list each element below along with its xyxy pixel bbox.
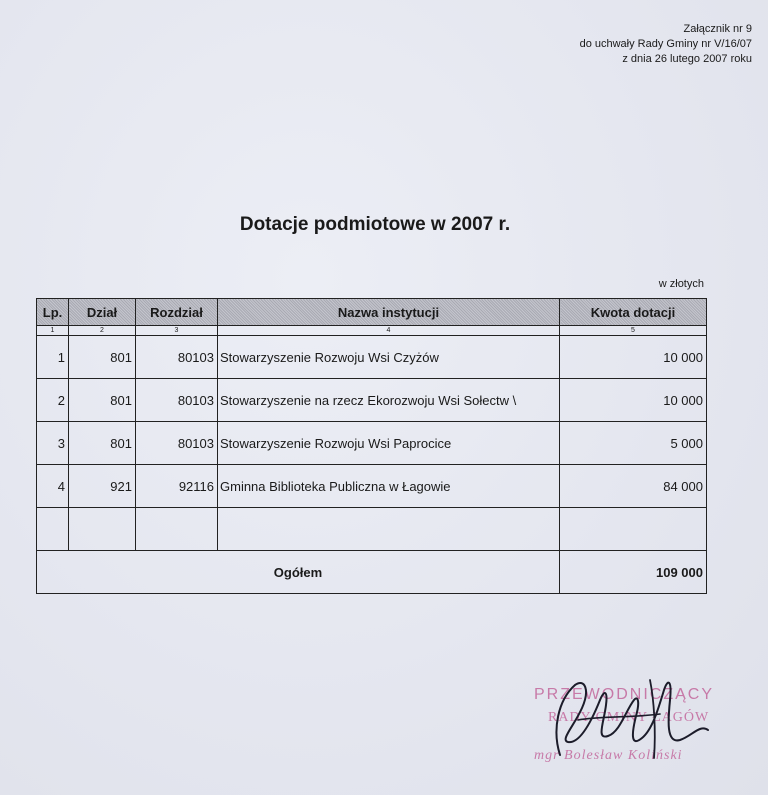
- total-row: [37, 551, 707, 594]
- table-row: [37, 422, 707, 465]
- column-header-nazwa: Nazwa instytucji: [218, 299, 560, 326]
- table-row: [37, 379, 707, 422]
- cell-dzial: 921: [69, 465, 136, 508]
- cell-dzial: 801: [69, 379, 136, 422]
- empty-cell: [218, 508, 560, 551]
- empty-cell: [136, 508, 218, 551]
- subsidies-table: [36, 298, 707, 594]
- empty-cell: [69, 508, 136, 551]
- stamp-title: PRZEWODNICZĄCY: [534, 686, 714, 703]
- resolution-date: z dnia 26 lutego 2007 roku: [622, 53, 752, 65]
- cell-lp: 4: [37, 465, 69, 508]
- column-header-rozdzial: Rozdział: [136, 299, 218, 326]
- column-header-dzial: Dział: [69, 299, 136, 326]
- column-number: 4: [218, 326, 560, 336]
- cell-nazwa: Stowarzyszenie Rozwoju Wsi Czyżów: [218, 336, 560, 379]
- empty-cell: [560, 508, 707, 551]
- cell-lp: 1: [37, 336, 69, 379]
- cell-nazwa: Stowarzyszenie Rozwoju Wsi Paprocice: [218, 422, 560, 465]
- attachment-number: Załącznik nr 9: [683, 23, 752, 35]
- table-row: [37, 336, 707, 379]
- total-label: Ogółem: [37, 551, 560, 594]
- cell-kwota: 5 000: [560, 422, 707, 465]
- column-number: 1: [37, 326, 69, 336]
- cell-lp: 2: [37, 379, 69, 422]
- column-header-lp: Lp.: [37, 299, 69, 326]
- cell-nazwa: Gminna Biblioteka Publiczna w Łagowie: [218, 465, 560, 508]
- cell-lp: 3: [37, 422, 69, 465]
- cell-kwota: 84 000: [560, 465, 707, 508]
- currency-unit-note: w złotych: [658, 278, 704, 290]
- stamp-name: mgr Bolesław Koliński: [534, 748, 683, 763]
- resolution-reference: do uchwały Rady Gminy nr V/16/07: [579, 38, 752, 50]
- column-header-kwota: Kwota dotacji: [560, 299, 707, 326]
- attachment-header: [580, 22, 752, 67]
- empty-cell: [37, 508, 69, 551]
- document-title: Dotacje podmiotowe w 2007 r.: [239, 214, 511, 235]
- stamp-council: RADY GMINY ŁAGÓW: [548, 710, 710, 725]
- column-number: 2: [69, 326, 136, 336]
- total-value: 109 000: [560, 551, 707, 594]
- cell-kwota: 10 000: [560, 336, 707, 379]
- column-number: 5: [560, 326, 707, 336]
- cell-rozdzial: 92116: [136, 465, 218, 508]
- table-row: [37, 465, 707, 508]
- cell-rozdzial: 80103: [136, 336, 218, 379]
- cell-rozdzial: 80103: [136, 422, 218, 465]
- column-number-row: [37, 326, 707, 336]
- cell-dzial: 801: [69, 336, 136, 379]
- column-number: 3: [136, 326, 218, 336]
- cell-nazwa: Stowarzyszenie na rzecz Ekorozwoju Wsi Sołectw \: [218, 379, 560, 422]
- table-header-row: [37, 299, 707, 326]
- cell-dzial: 801: [69, 422, 136, 465]
- cell-kwota: 10 000: [560, 379, 707, 422]
- cell-rozdzial: 80103: [136, 379, 218, 422]
- empty-table-row: [37, 508, 707, 551]
- handwritten-signature: [530, 660, 730, 770]
